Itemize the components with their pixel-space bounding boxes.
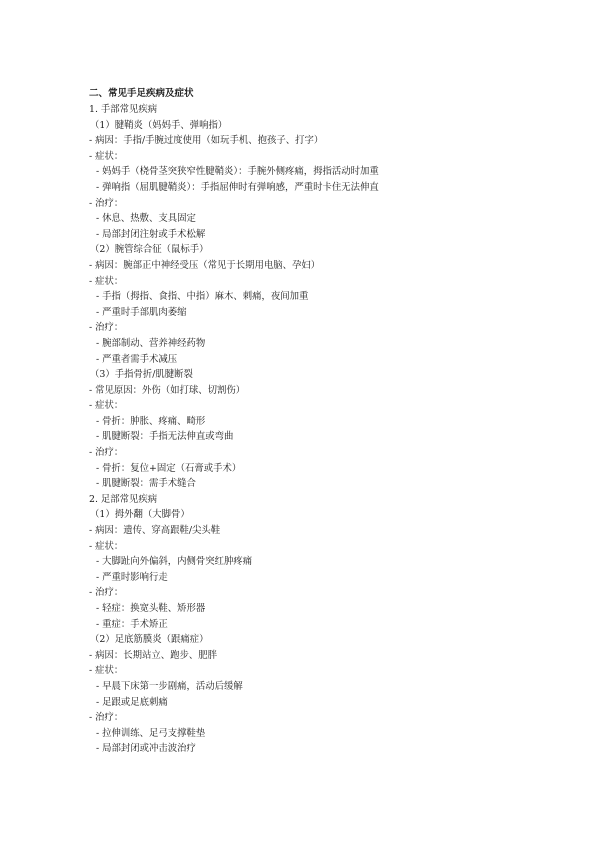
sub-list-item: - 局部封闭注射或手术松解 [96, 228, 206, 240]
subsection-heading: （3）手指骨折/肌腱断裂 [90, 369, 193, 381]
document-body [89, 102, 519, 757]
list-item: - 病因：腕部正中神经受压（常见于长期用电脑、孕妇） [89, 259, 321, 271]
sub-list-item: - 严重时手部肌肉萎缩 [96, 306, 187, 318]
sub-list-item: - 严重时影响行走 [96, 571, 168, 583]
list-item: - 症状： [89, 150, 124, 162]
sub-list-item: - 轻症：换宽头鞋、矫形器 [96, 603, 206, 614]
sub-list-item: - 休息、热敷、支具固定 [96, 213, 196, 225]
subsection-heading: （2）足底筋膜炎（跟痛症） [90, 634, 209, 646]
sub-list-item: - 骨折：肿胀、疼痛、畸形 [96, 415, 206, 427]
sub-list-item: - 弹响指（屈肌腱鞘炎）：手指屈伸时有弹响感，严重时卡住无法伸直 [96, 181, 379, 193]
sub-list-item: - 拉伸训练、足弓支撑鞋垫 [96, 727, 206, 739]
list-item: - 症状： [89, 275, 124, 287]
list-item: - 症状： [89, 540, 124, 552]
section-heading: 1. 手部常见疾病 [89, 104, 158, 115]
section-title: 二、常见手足疾病及症状 [89, 88, 194, 99]
list-item: - 病因：长期站立、跑步、肥胖 [89, 649, 218, 661]
sub-list-item: - 局部封闭或冲击波治疗 [96, 743, 196, 755]
list-item: - 病因：手指/手腕过度使用（如玩手机、抱孩子、打字） [89, 135, 324, 147]
sub-list-item: - 足跟或足底刺痛 [96, 696, 168, 708]
list-item: - 病因：遗传、穿高跟鞋/尖头鞋 [89, 525, 221, 537]
subsection-heading: （2）腕管综合征（鼠标手） [90, 244, 209, 256]
sub-list-item: - 严重者需手术减压 [96, 353, 178, 365]
sub-list-item: - 手指（拇指、食指、中指）麻木、刺痛，夜间加重 [96, 291, 309, 303]
list-item: - 治疗： [89, 712, 124, 724]
sub-list-item: - 大脚趾向外偏斜，内侧骨突红肿疼痛 [96, 556, 253, 568]
subsection-heading: （1）拇外翻（大脚骨） [90, 509, 190, 521]
list-item: - 治疗： [89, 447, 124, 459]
section-heading: 2. 足部常见疾病 [89, 493, 158, 505]
sub-list-item: - 妈妈手（桡骨茎突狭窄性腱鞘炎）：手腕外侧疼痛，拇指活动时加重 [96, 166, 379, 178]
sub-list-item: - 早晨下床第一步剧痛，活动后缓解 [96, 680, 243, 692]
list-item: - 症状： [89, 400, 124, 412]
list-item: - 治疗： [89, 322, 124, 334]
list-item: - 症状： [89, 665, 124, 677]
subsection-heading: （1）腱鞘炎（妈妈手、弹响指） [90, 119, 228, 131]
list-item: - 治疗： [89, 197, 124, 209]
document-page [89, 86, 519, 757]
sub-list-item: - 重症：手术矫正 [96, 618, 168, 630]
sub-list-item: - 腕部制动、营养神经药物 [96, 337, 206, 349]
sub-list-item: - 肌腱断裂：手指无法伸直或弯曲 [96, 431, 234, 443]
sub-list-item: - 骨折：复位+固定（石膏或手术） [96, 462, 242, 474]
list-item: - 常见原因：外伤（如打球、切割伤） [89, 384, 246, 396]
sub-list-item: - 肌腱断裂：需手术缝合 [96, 478, 196, 490]
list-item: - 治疗： [89, 587, 124, 599]
